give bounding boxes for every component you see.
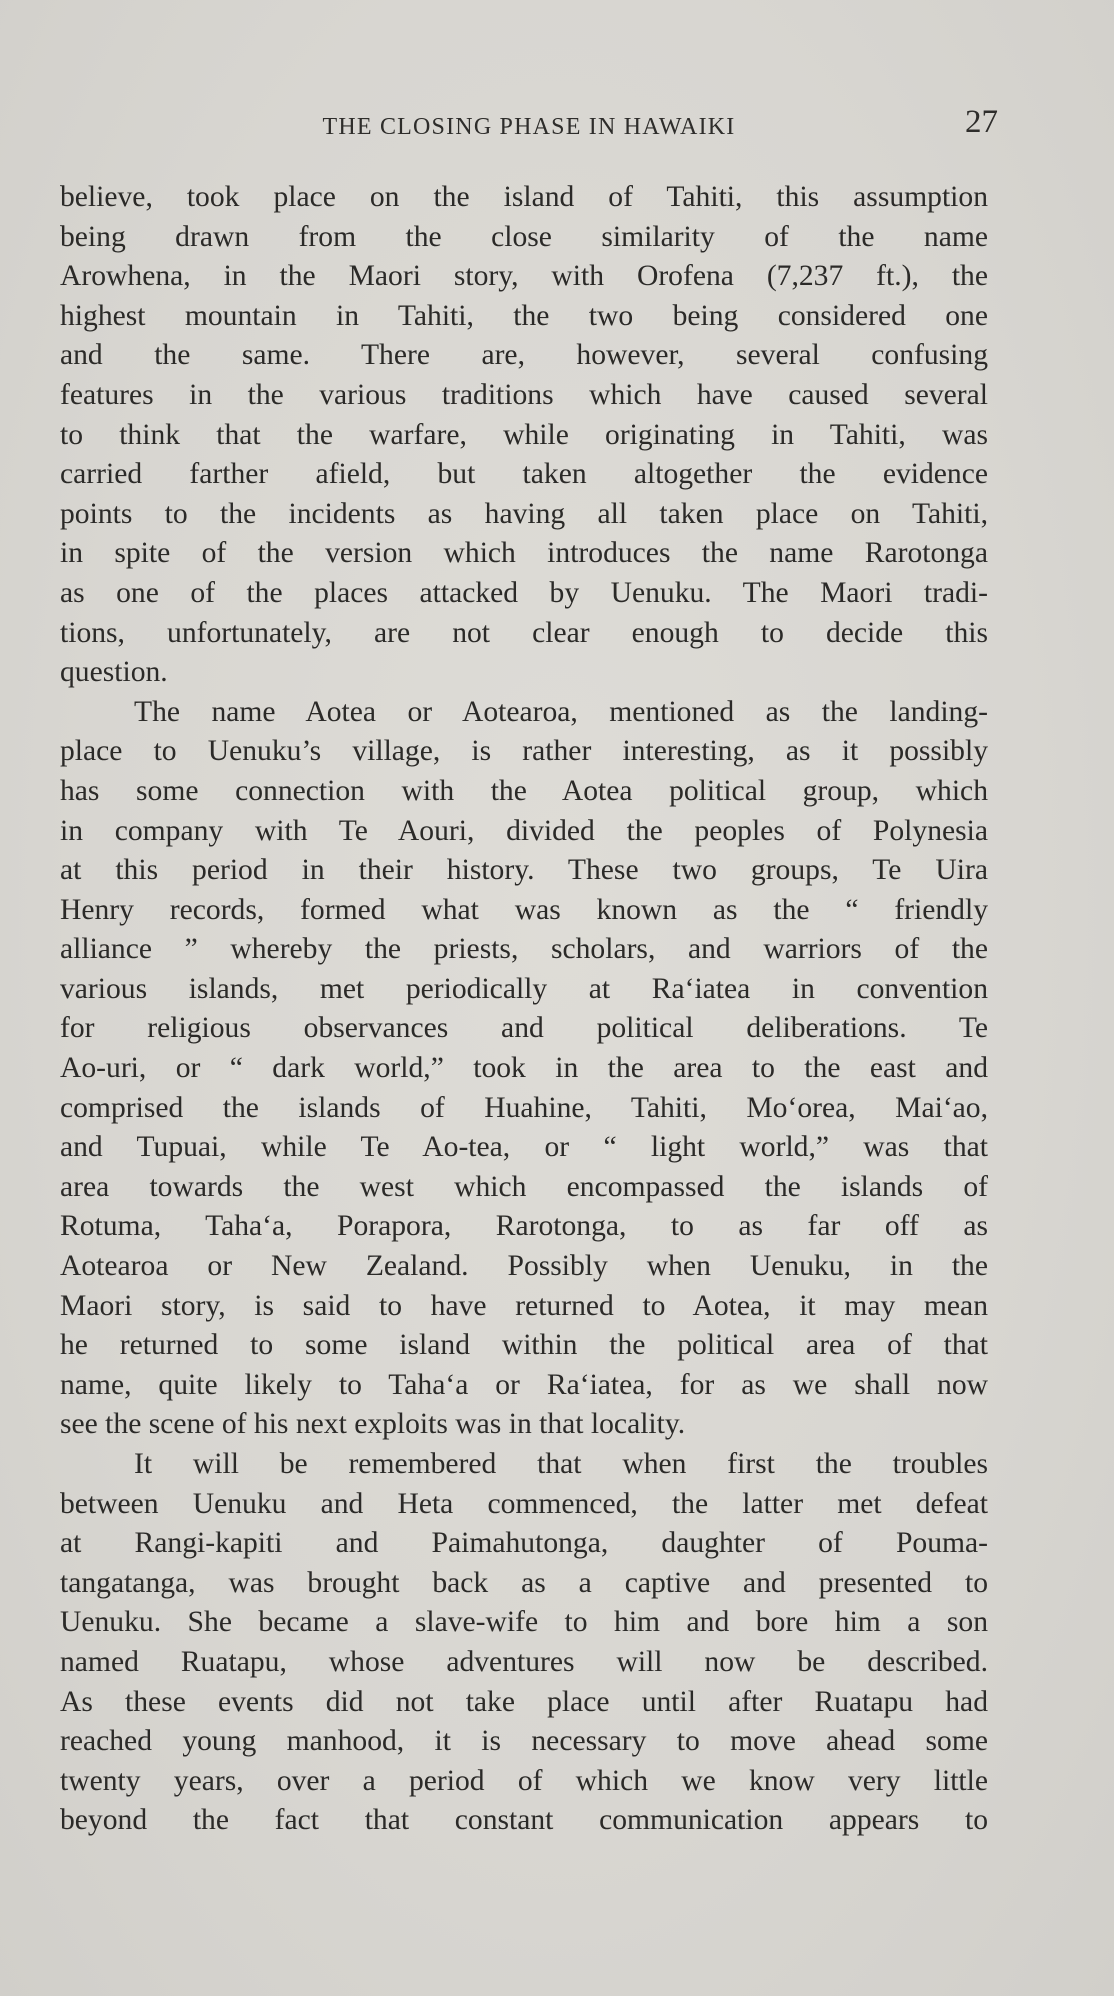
text-line: has some connection with the Aotea political group, which [60, 774, 988, 807]
text-line: as one of the places attacked by Uenuku. The Maori tradi- [60, 576, 988, 609]
text-line: Arowhena, in the Maori story, with Orofena (7,237 ft.), the [60, 260, 988, 293]
text-line: various islands, met periodically at Ra‘iatea in convention [60, 972, 988, 1005]
text-line: Henry records, formed what was known as the “ friendly [60, 893, 988, 926]
text-line: being drawn from the close similarity of the name [60, 220, 988, 253]
page-header [60, 104, 998, 148]
text-line: highest mountain in Tahiti, the two being considered one [60, 299, 988, 332]
text-line: to think that the warfare, while originating in Tahiti, was [60, 418, 988, 451]
text-line: carried farther afield, but taken altogether the evidence [60, 458, 988, 491]
text-line: alliance ” whereby the priests, scholars, and warriors of the [60, 933, 988, 966]
text-line: reached young manhood, it is necessary to move ahead some [60, 1725, 988, 1758]
text-line: see the scene of his next exploits was in that locality. [60, 1408, 686, 1441]
page-number: 27 [965, 104, 998, 140]
text-line: Aotearoa or New Zealand. Possibly when Uenuku, in the [60, 1250, 988, 1283]
text-line: between Uenuku and Heta commenced, the latter met defeat [60, 1487, 988, 1520]
text-line: tangatanga, was brought back as a captive and presented to [60, 1566, 988, 1599]
text-line: at this period in their history. These two groups, Te Uira [60, 854, 988, 887]
text-line: The name Aotea or Aotearoa, mentioned as the landing- [134, 695, 988, 728]
text-line: features in the various traditions which have caused several [60, 378, 988, 411]
text-line: in spite of the version which introduces the name Rarotonga [60, 537, 988, 570]
text-line: twenty years, over a period of which we know very little [60, 1764, 988, 1797]
text-line: It will be remembered that when first the troubles [134, 1448, 988, 1480]
text-line: beyond the fact that constant communication appears to [60, 1804, 988, 1837]
text-line: Uenuku. She became a slave-wife to him and bore him a son [60, 1606, 988, 1639]
text-line: points to the incidents as having all taken place on Tahiti, [60, 497, 988, 530]
text-line: in company with Te Aouri, divided the peoples of Polynesia [60, 814, 988, 847]
text-line: and the same. There are, however, several confusing [60, 339, 988, 372]
body-text [60, 178, 988, 1841]
text-line: question. [60, 656, 168, 689]
text-line: named Ruatapu, whose adventures will now be described. [60, 1645, 988, 1678]
text-line: and Tupuai, while Te Ao-tea, or “ light world,” was that [60, 1131, 988, 1164]
text-line: at Rangi-kapiti and Paimahutonga, daughter of Pouma- [60, 1527, 988, 1560]
text-line: tions, unfortunately, are not clear enough to decide this [60, 616, 988, 649]
running-title: THE CLOSING PHASE IN HAWAIKI [322, 114, 736, 140]
text-line: believe, took place on the island of Tahiti, this assumption [60, 181, 988, 213]
text-line: Ao-uri, or “ dark world,” took in the area to the east and [60, 1052, 988, 1085]
text-line: Maori story, is said to have returned to Aotea, it may mean [60, 1289, 988, 1322]
text-line: for religious observances and political deliberations. Te [60, 1012, 988, 1045]
text-line: name, quite likely to Taha‘a or Ra‘iatea, for as we shall now [60, 1368, 988, 1401]
text-line: he returned to some island within the political area of that [60, 1329, 988, 1362]
text-line: Rotuma, Taha‘a, Porapora, Rarotonga, to as far off as [60, 1210, 988, 1243]
text-line: place to Uenuku’s village, is rather interesting, as it possibly [60, 735, 988, 768]
text-line: As these events did not take place until after Ruatapu had [60, 1685, 988, 1718]
text-line: area towards the west which encompassed the islands of [60, 1170, 988, 1203]
text-line: comprised the islands of Huahine, Tahiti, Mo‘orea, Mai‘ao, [60, 1091, 988, 1124]
